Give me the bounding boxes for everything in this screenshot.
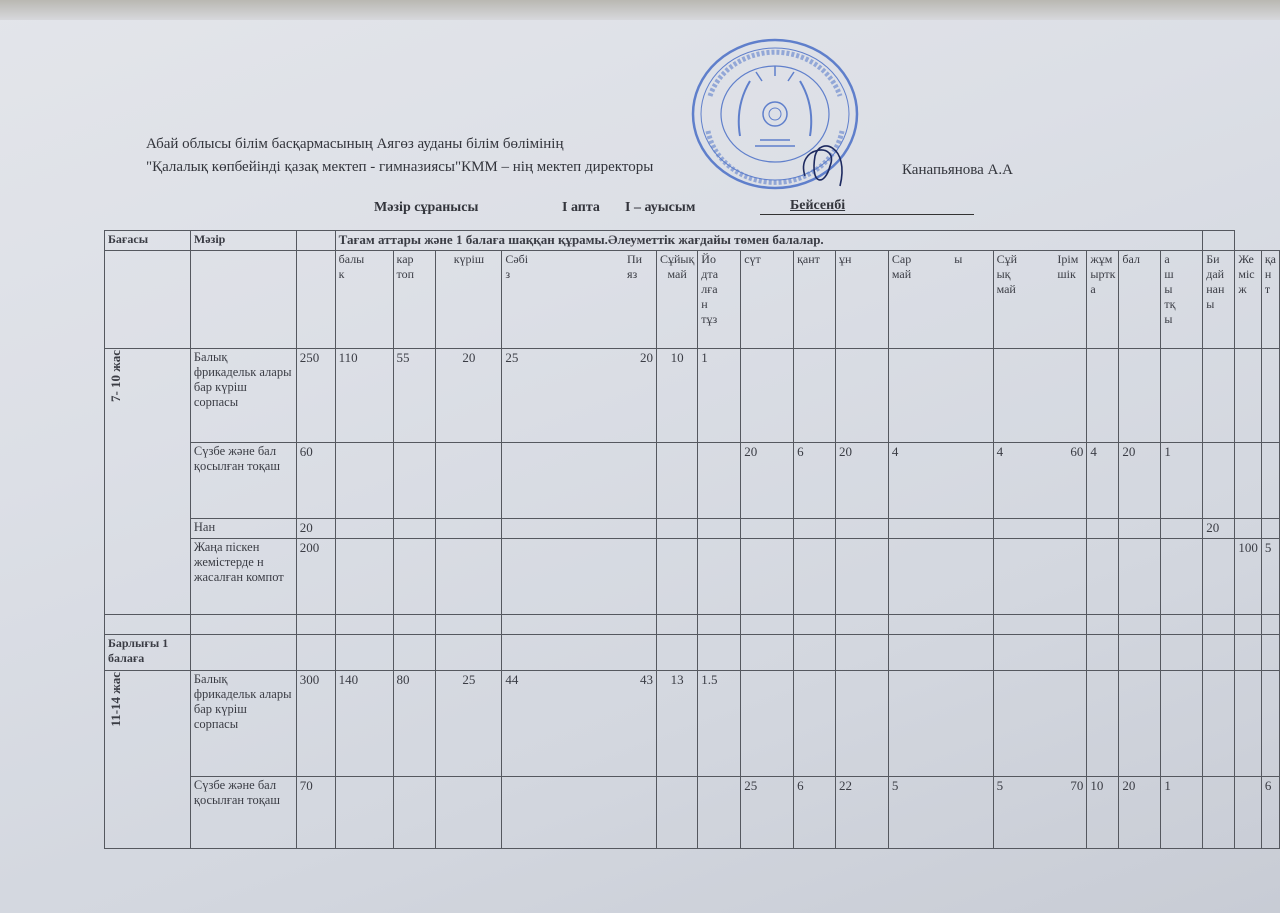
ingredient-amount <box>335 671 393 777</box>
weight-column-header <box>296 231 335 251</box>
amount-value: 1 <box>1164 778 1171 793</box>
ingredient-amount <box>888 539 993 615</box>
amount-value: 100 <box>1238 540 1258 555</box>
amount-value: 1 <box>701 350 708 365</box>
ingredient-amount <box>502 519 657 539</box>
ingredient-header <box>502 251 657 349</box>
ingredient-amount <box>656 519 697 539</box>
ingredient-amount <box>888 671 993 777</box>
blank-cell <box>1235 615 1262 635</box>
ingredient-amount <box>741 443 794 519</box>
blank-cell <box>1119 635 1161 671</box>
ingredient-amount <box>502 539 657 615</box>
ingredient-amount <box>1087 539 1119 615</box>
blank-cell <box>888 635 993 671</box>
blank-cell <box>698 615 741 635</box>
ingredient-header <box>888 251 993 349</box>
amount-value: 20 <box>462 350 476 365</box>
day-field <box>760 198 974 215</box>
amount-value: 1 <box>1164 444 1171 459</box>
age-group-label: 11-14 жас <box>108 672 123 727</box>
extra-column-header <box>1203 231 1235 251</box>
amount-value: 20 <box>839 444 853 459</box>
ingredient-amount <box>794 349 836 443</box>
ingredient-amount <box>888 777 993 849</box>
table-row <box>105 443 1280 519</box>
ingredient-name: ұн <box>839 252 852 266</box>
ingredient-amount <box>1087 671 1119 777</box>
ingredient-amount <box>335 539 393 615</box>
ingredient-amount <box>335 443 393 519</box>
ingredient-amount <box>335 349 393 443</box>
blank-cell <box>836 635 889 671</box>
ingredient-amount <box>993 539 1087 615</box>
ingredient-amount <box>741 519 794 539</box>
ingredient-amount <box>741 349 794 443</box>
blank-cell <box>502 635 657 671</box>
ingredient-amount <box>436 539 502 615</box>
ingredient-name: Би дай нан ы <box>1206 252 1225 311</box>
amount-value: 43 <box>639 672 653 687</box>
amount-value: 4 <box>891 444 899 459</box>
table-row <box>105 777 1280 849</box>
ingredient-name: Пи яз <box>626 252 643 281</box>
ingredient-header <box>836 251 889 349</box>
blank-cell <box>1261 635 1279 671</box>
ingredient-amount <box>698 777 741 849</box>
ingredient-amount <box>1087 777 1119 849</box>
amount-value: 4 <box>996 444 1004 459</box>
ingredient-name: қа н т <box>1264 252 1276 296</box>
ingredient-amount <box>502 671 657 777</box>
ingredient-name: сүт <box>744 252 761 266</box>
blank-cell <box>741 615 794 635</box>
amount-value: 6 <box>797 444 804 459</box>
ingredient-amount <box>502 349 657 443</box>
ingredient-name: кар топ <box>396 252 415 281</box>
blank-cell <box>656 615 697 635</box>
blank-cell <box>1203 615 1235 635</box>
ingredient-amount <box>993 777 1087 849</box>
dish-weight: 250 <box>296 349 335 443</box>
ingredient-amount <box>1087 519 1119 539</box>
ingredient-amount <box>1261 349 1279 443</box>
blank-cell <box>190 635 296 671</box>
ingredient-amount <box>1119 777 1161 849</box>
ingredient-amount <box>741 671 794 777</box>
ingredient-amount <box>794 777 836 849</box>
dish-name: Жаңа піскен жемістерде н жасалған компот <box>190 539 296 615</box>
price-column-header: Бағасы <box>105 231 191 251</box>
amount-value: 10 <box>670 350 684 365</box>
amount-value: 5 <box>1264 540 1272 555</box>
ingredient-amount <box>393 777 436 849</box>
ingredient-header <box>335 251 393 349</box>
ingredient-header <box>656 251 697 349</box>
ingredient-amount <box>1235 777 1262 849</box>
composition-span-header: Тағам аттары және 1 балаға шаққан құрамы.Әлеуметтік жағдайы төмен балалар. <box>335 231 1203 251</box>
dish-weight: 70 <box>296 777 335 849</box>
ingredient-amount <box>1261 671 1279 777</box>
header-line-1: Абай облысы білім басқармасының Аягөз ауданы білім бөлімінің <box>146 136 564 152</box>
ingredient-amount <box>436 777 502 849</box>
dish-name: Сүзбе және бал қосылған тоқаш <box>190 777 296 849</box>
paper-top-edge <box>0 0 1280 20</box>
ingredient-amount <box>1087 443 1119 519</box>
amount-value: 140 <box>338 672 359 687</box>
ingredient-amount <box>1087 349 1119 443</box>
ingredient-amount <box>1235 539 1262 615</box>
dish-weight: 60 <box>296 443 335 519</box>
ingredient-amount <box>1161 539 1203 615</box>
day-value: Бейсенбі <box>790 198 846 213</box>
amount-value: 20 <box>1122 444 1136 459</box>
blank-cell <box>393 635 436 671</box>
blank-cell <box>296 615 335 635</box>
blank-cell <box>794 635 836 671</box>
ingredient-header <box>698 251 741 349</box>
amount-value: 80 <box>396 672 410 687</box>
table-row <box>105 349 1280 443</box>
ingredient-amount <box>993 671 1087 777</box>
document-title: Мәзір сұранысы <box>374 200 479 215</box>
blank-cell <box>1203 635 1235 671</box>
ingredient-header <box>741 251 794 349</box>
ingredient-amount <box>1235 349 1262 443</box>
ingredient-header <box>1087 251 1119 349</box>
ingredient-name: Сұйық май <box>659 252 695 281</box>
ingredient-amount <box>1119 539 1161 615</box>
ingredient-amount <box>1203 777 1235 849</box>
ingredient-name: Же міс ж <box>1238 252 1255 296</box>
ingredient-amount <box>794 443 836 519</box>
week-label: I апта <box>562 200 600 215</box>
ingredient-amount <box>1261 443 1279 519</box>
ingredient-amount <box>393 671 436 777</box>
dish-name: Сүзбе және бал қосылған тоқаш <box>190 443 296 519</box>
ingredient-amount <box>1235 443 1262 519</box>
table-row <box>105 519 1280 539</box>
ingredient-amount <box>656 349 697 443</box>
amount-value: 22 <box>839 778 853 793</box>
amount-value: 6 <box>1264 778 1272 793</box>
header-row-2 <box>105 251 1280 349</box>
ingredient-name: Ірім шік <box>1057 252 1079 281</box>
ingredient-amount <box>993 443 1087 519</box>
ingredient-name: Сар ы май <box>891 252 963 281</box>
amount-value: 6 <box>797 778 804 793</box>
amount-value: 44 <box>505 672 519 687</box>
ingredient-amount <box>888 349 993 443</box>
ingredient-amount <box>741 539 794 615</box>
ingredient-header <box>436 251 502 349</box>
ingredient-amount <box>888 443 993 519</box>
blank-cell <box>436 635 502 671</box>
amount-value: 55 <box>396 350 410 365</box>
blank-cell <box>888 615 993 635</box>
amount-value: 60 <box>1070 444 1084 459</box>
dish-name: Нан <box>190 519 296 539</box>
ingredient-amount <box>1161 443 1203 519</box>
blank-cell <box>993 615 1087 635</box>
amount-value: 25 <box>505 350 519 365</box>
ingredient-amount <box>436 671 502 777</box>
ingredient-name: балы к <box>338 252 365 281</box>
blank-row <box>105 615 1280 635</box>
blank-cell <box>1161 615 1203 635</box>
ingredient-amount <box>393 519 436 539</box>
menu-table <box>104 230 1280 849</box>
ingredient-name: Сұй ық май <box>996 252 1017 296</box>
amount-value: 20 <box>1122 778 1136 793</box>
ingredient-amount <box>794 671 836 777</box>
ingredient-amount <box>836 349 889 443</box>
ingredient-amount <box>698 519 741 539</box>
ingredient-amount <box>1161 349 1203 443</box>
ingredient-amount <box>1203 443 1235 519</box>
ingredient-amount <box>993 349 1087 443</box>
ingredient-amount <box>656 443 697 519</box>
amount-value: 25 <box>462 672 476 687</box>
ingredient-amount <box>1119 349 1161 443</box>
ingredient-amount <box>1203 671 1235 777</box>
ingredient-amount <box>698 539 741 615</box>
dish-weight: 20 <box>296 519 335 539</box>
ingredient-amount <box>1161 671 1203 777</box>
amount-value: 110 <box>338 350 358 365</box>
amount-value: 5 <box>891 778 899 793</box>
table-row <box>105 671 1280 777</box>
ingredient-amount <box>1261 519 1279 539</box>
amount-value: 20 <box>639 350 653 365</box>
ingredient-amount <box>698 349 741 443</box>
ingredient-amount <box>698 443 741 519</box>
ingredient-header <box>993 251 1087 349</box>
ingredient-amount <box>1261 539 1279 615</box>
dish-weight: 200 <box>296 539 335 615</box>
ingredient-amount <box>1119 671 1161 777</box>
age-group-cell <box>105 349 191 615</box>
menu-column-header: Мәзір <box>190 231 296 251</box>
ingredient-amount <box>436 349 502 443</box>
amount-value: 70 <box>1070 778 1084 793</box>
amount-value: 20 <box>1206 520 1220 535</box>
age-group-label: 7- 10 жас <box>108 350 123 403</box>
ingredient-amount <box>993 519 1087 539</box>
director-name: Канапьянова А.А <box>902 162 1013 178</box>
ingredient-amount <box>698 671 741 777</box>
ingredient-amount <box>836 539 889 615</box>
blank-cell <box>836 615 889 635</box>
ingredient-amount <box>794 519 836 539</box>
ingredient-header <box>393 251 436 349</box>
header-row-1 <box>105 231 1280 251</box>
dish-name: Балық фрикадельк алары бар күріш сорпасы <box>190 671 296 777</box>
ingredient-amount <box>1235 671 1262 777</box>
blank-cell <box>993 635 1087 671</box>
ingredient-amount <box>1119 519 1161 539</box>
ingredient-amount <box>502 777 657 849</box>
blank-cell <box>190 251 296 349</box>
ingredient-amount <box>1203 519 1235 539</box>
blank-cell <box>1261 615 1279 635</box>
ingredient-name: бал <box>1122 252 1140 266</box>
ingredient-name: Йо дта лға н тұз <box>701 252 719 326</box>
school-seal-stamp <box>690 36 860 196</box>
ingredient-amount <box>335 519 393 539</box>
ingredient-amount <box>436 443 502 519</box>
ingredient-amount <box>656 671 697 777</box>
ingredient-amount <box>1235 519 1262 539</box>
amount-value: 10 <box>1090 778 1104 793</box>
ingredient-name: Сәбі з <box>505 252 529 281</box>
ingredient-header <box>1261 251 1279 349</box>
blank-cell <box>1087 615 1119 635</box>
total-label: Барлығы 1 балаға <box>105 635 191 671</box>
ingredient-amount <box>393 539 436 615</box>
ingredient-header <box>1235 251 1262 349</box>
blank-cell <box>296 251 335 349</box>
blank-cell <box>1235 635 1262 671</box>
ingredient-header <box>1161 251 1203 349</box>
amount-value: 25 <box>744 778 758 793</box>
blank-cell <box>105 615 191 635</box>
ingredient-amount <box>1161 777 1203 849</box>
ingredient-amount <box>1261 777 1279 849</box>
ingredient-name: қант <box>797 252 820 266</box>
ingredient-name: күріш <box>453 252 485 266</box>
blank-cell <box>190 615 296 635</box>
ingredient-amount <box>836 519 889 539</box>
ingredient-amount <box>502 443 657 519</box>
dish-name: Балық фрикадельк алары бар күріш сорпасы <box>190 349 296 443</box>
ingredient-amount <box>888 519 993 539</box>
amount-value: 13 <box>670 672 684 687</box>
total-row <box>105 635 1280 671</box>
blank-cell <box>335 615 393 635</box>
ingredient-amount <box>1203 539 1235 615</box>
dish-weight: 300 <box>296 671 335 777</box>
amount-value: 5 <box>996 778 1004 793</box>
amount-value: 20 <box>744 444 758 459</box>
ingredient-amount <box>335 777 393 849</box>
amount-value: 1.5 <box>701 672 718 687</box>
table-row <box>105 539 1280 615</box>
ingredient-amount <box>1119 443 1161 519</box>
blank-cell <box>741 635 794 671</box>
ingredient-header <box>1203 251 1235 349</box>
ingredient-header <box>1119 251 1161 349</box>
header-line-2: "Қалалық көпбейінді қазақ мектеп - гимназиясы"КММ – нің мектеп директоры <box>146 159 654 175</box>
blank-cell <box>656 635 697 671</box>
age-group-cell <box>105 671 191 849</box>
ingredient-amount <box>836 777 889 849</box>
blank-cell <box>1087 635 1119 671</box>
blank-cell <box>436 615 502 635</box>
ingredient-amount <box>1203 349 1235 443</box>
ingredient-amount <box>794 539 836 615</box>
blank-cell <box>335 635 393 671</box>
ingredient-amount <box>836 443 889 519</box>
amount-value: 4 <box>1090 444 1097 459</box>
blank-cell <box>794 615 836 635</box>
shift-label: I – ауысым <box>625 200 696 215</box>
ingredient-amount <box>656 539 697 615</box>
blank-cell <box>698 635 741 671</box>
ingredient-header <box>794 251 836 349</box>
blank-cell <box>502 615 657 635</box>
ingredient-amount <box>436 519 502 539</box>
ingredient-amount <box>393 443 436 519</box>
blank-cell <box>296 635 335 671</box>
blank-cell <box>393 615 436 635</box>
blank-cell <box>1119 615 1161 635</box>
ingredient-name: жұм ыртк а <box>1090 252 1116 296</box>
ingredient-amount <box>1161 519 1203 539</box>
blank-cell <box>105 251 191 349</box>
blank-cell <box>1161 635 1203 671</box>
ingredient-amount <box>656 777 697 849</box>
ingredient-name: а ш ы тқ ы <box>1164 252 1176 326</box>
ingredient-amount <box>836 671 889 777</box>
ingredient-amount <box>393 349 436 443</box>
ingredient-amount <box>741 777 794 849</box>
